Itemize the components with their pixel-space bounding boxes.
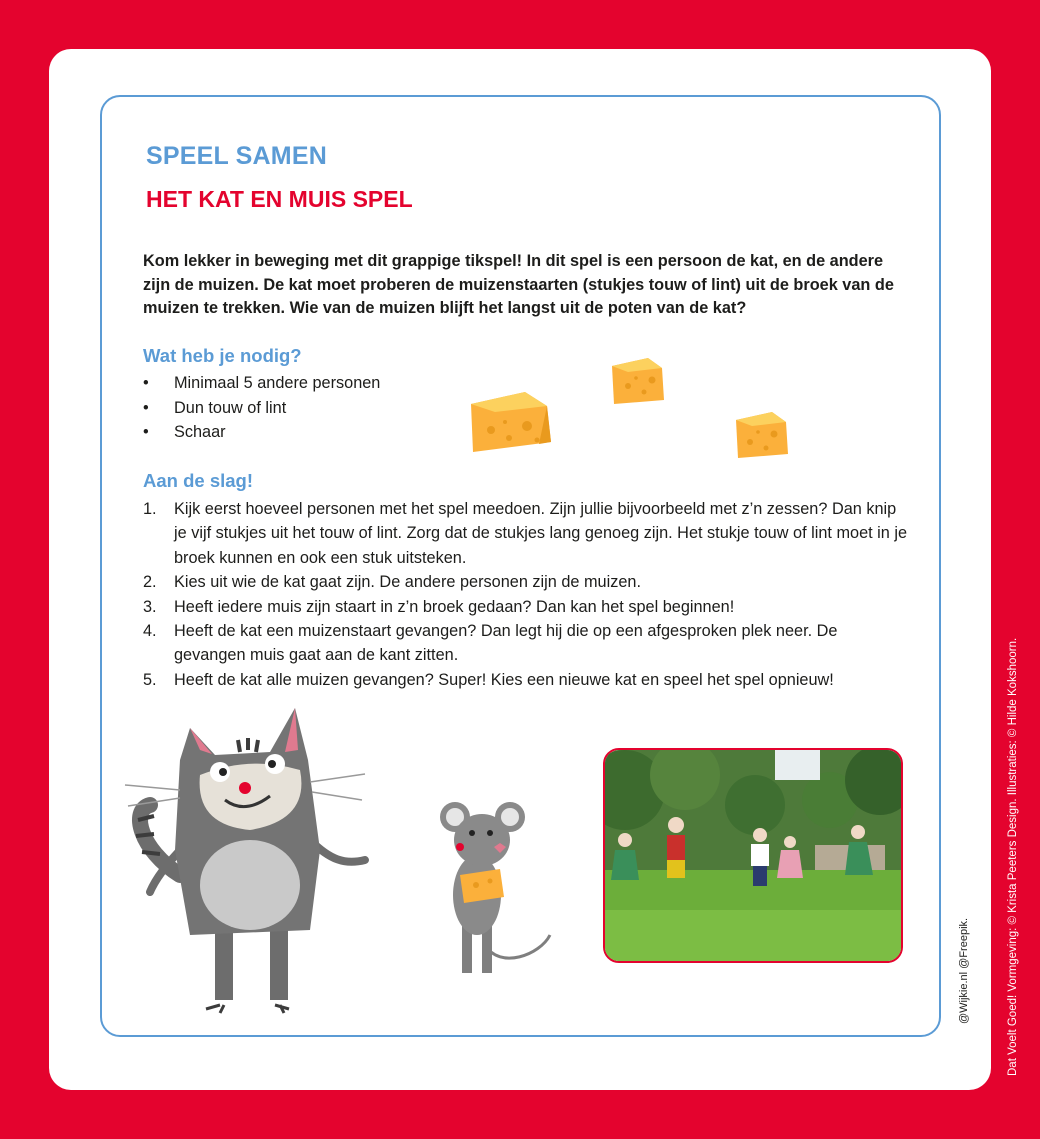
cheese-icon xyxy=(608,356,666,406)
list-item xyxy=(143,423,380,448)
bullet: • xyxy=(143,374,149,392)
cat-illustration xyxy=(120,700,380,1020)
list-item xyxy=(143,374,380,399)
intro-paragraph: Kom lekker in beweging met dit grappige tikspel! In dit spel is een persoon de kat, en de andere zijn de muizen. De kat moet proberen de muizenstaarten (stukjes touw of lint) uit de broek van de muizen te trekken. Wie van de muizen blijft het langst uit de poten van de kat? xyxy=(143,252,894,317)
steps-heading: Aan de slag! xyxy=(143,470,253,491)
design-credit: Dat Voelt Goed! Vormgeving: © Krista Peeters Design. Illustraties: © Hilde Kokshoorn. xyxy=(1007,637,1019,1076)
cheese-icon xyxy=(732,410,790,460)
step-text: Heeft de kat een muizenstaart gevangen? Dan legt hij die op een afgesproken plek neer. De gevangen muis gaat aan de kant zitten. xyxy=(174,622,838,665)
step-number: 5. xyxy=(143,670,157,689)
step-number: 1. xyxy=(143,500,157,518)
bullet: • xyxy=(143,398,149,417)
list-item xyxy=(143,399,380,424)
list-item xyxy=(143,668,913,692)
image-credit: @Wijkie.nl @Freepik. xyxy=(958,917,970,1024)
needs-item-label: Schaar xyxy=(174,423,226,441)
list-item xyxy=(143,595,913,619)
step-number: 4. xyxy=(143,622,157,641)
step-text: Heeft iedere muis zijn staart in z’n broek gedaan? Dan kan het spel beginnen! xyxy=(174,597,735,616)
page-subtitle: HET KAT EN MUIS SPEL xyxy=(146,186,413,212)
bullet: • xyxy=(143,423,149,441)
page-title: SPEEL SAMEN xyxy=(146,142,327,170)
list-item xyxy=(143,570,913,594)
cheese-icon xyxy=(465,390,553,456)
needs-item-label: Dun touw of lint xyxy=(174,398,287,417)
step-number: 2. xyxy=(143,573,157,592)
step-text: Kies uit wie de kat gaat zijn. De andere personen zijn de muizen. xyxy=(174,573,641,592)
children-playing-photo xyxy=(603,748,903,963)
needs-list xyxy=(143,374,380,448)
step-number: 3. xyxy=(143,597,157,616)
mouse-illustration xyxy=(430,795,560,980)
needs-heading: Wat heb je nodig? xyxy=(143,345,302,366)
steps-list xyxy=(143,497,913,692)
list-item xyxy=(143,619,913,668)
step-text: Kijk eerst hoeveel personen met het spel meedoen. Zijn jullie bijvoorbeeld met z’n zessen? Dan knip je vijf stukjes uit het touw of lint. Zorg dat de stukjes lang genoeg zijn. Het stukje touw of lint moet in je broek kunnen en ook een stuk uitsteken. xyxy=(174,500,908,567)
step-text: Heeft de kat alle muizen gevangen? Super! Kies een nieuwe kat en speel het spel opnieuw! xyxy=(174,670,834,689)
needs-item-label: Minimaal 5 andere personen xyxy=(174,374,381,392)
list-item xyxy=(143,497,913,570)
